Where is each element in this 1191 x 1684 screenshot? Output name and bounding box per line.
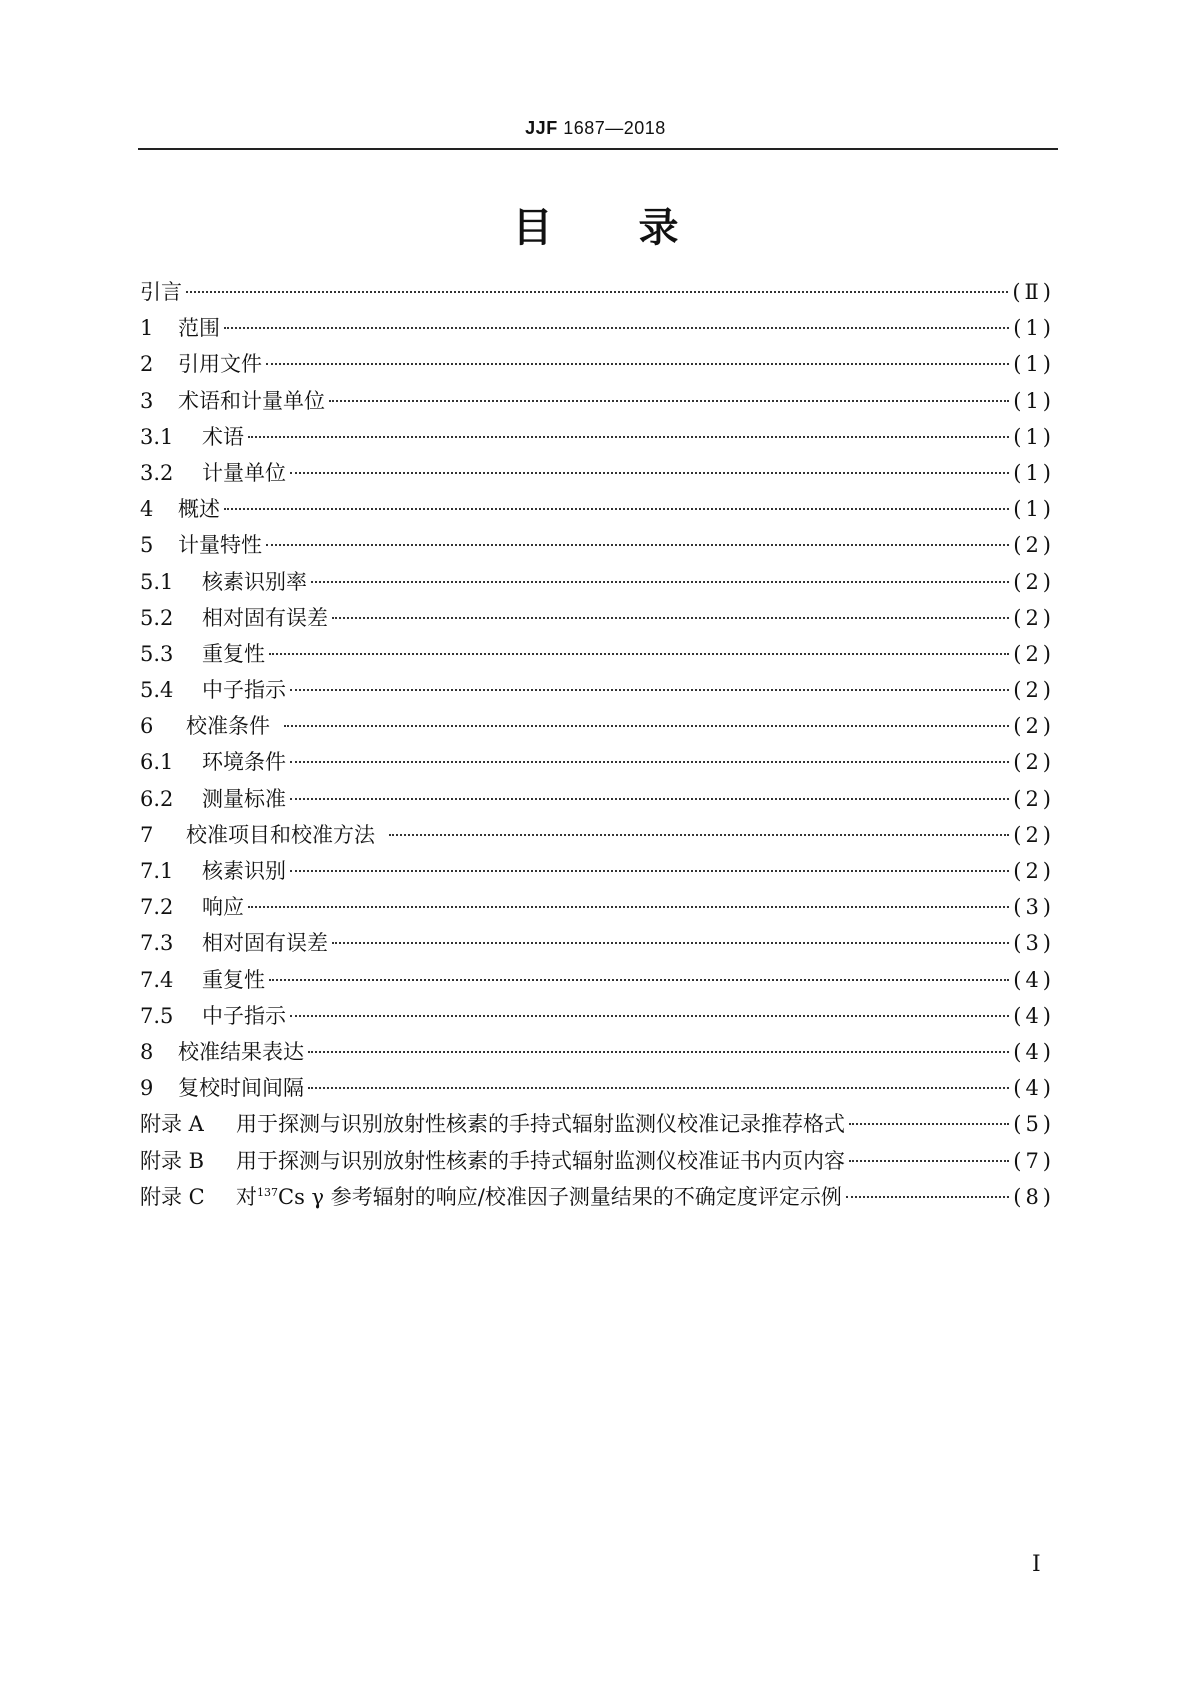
toc-entry-page: (1) [1013, 352, 1055, 377]
toc-entry-page: (8) [1013, 1184, 1055, 1209]
leader-dots [269, 653, 1009, 655]
table-of-contents [140, 276, 1055, 1217]
toc-entry-page: (4) [1013, 1076, 1055, 1101]
leader-dots [248, 906, 1009, 908]
toc-entry-number: 3 [140, 388, 154, 413]
leader-dots [308, 1051, 1009, 1053]
toc-entry-label: 响应 [202, 895, 244, 920]
toc-entry-page: (2) [1013, 714, 1055, 739]
toc-entry-number: 7.2 [140, 895, 174, 920]
leader-dots [332, 617, 1009, 619]
toc-entry-label: 计量单位 [202, 460, 286, 485]
leader-dots [186, 291, 1008, 293]
toc-entry-label: 用于探测与识别放射性核素的手持式辐射监测仪校准记录推荐格式 [236, 1112, 845, 1137]
mass-number-superscript: 137 [257, 1185, 278, 1199]
leader-dots [266, 363, 1009, 365]
leader-dots [290, 798, 1009, 800]
leader-dots [290, 689, 1009, 691]
toc-entry-label: 相对固有误差 [202, 605, 328, 630]
toc-entry-label: 校准结果表达 [178, 1039, 304, 1064]
toc-entry-5-4[interactable] [140, 674, 1055, 710]
toc-entry-label: 核素识别 [202, 859, 286, 883]
toc-entry-page: (2) [1013, 569, 1055, 594]
toc-entry-7-1[interactable] [140, 855, 1055, 891]
toc-entry-5[interactable] [140, 529, 1055, 565]
leader-dots [389, 834, 1009, 836]
toc-entry-number: 7.1 [140, 859, 174, 883]
toc-entry-5-2[interactable] [140, 602, 1055, 638]
toc-entry-label: 校准条件 [186, 714, 270, 739]
leader-dots [284, 725, 1009, 727]
toc-entry-label: 重复性 [202, 967, 265, 992]
toc-entry-number: 5.4 [140, 678, 174, 703]
toc-entry-3[interactable] [140, 385, 1055, 421]
toc-entry-page: (5) [1013, 1112, 1055, 1137]
toc-entry-7-5[interactable] [140, 1000, 1055, 1036]
leader-dots [224, 327, 1009, 329]
toc-entry-label: 计量特性 [178, 533, 262, 558]
header-rule [138, 148, 1058, 150]
toc-entry-label: 引言 [140, 280, 182, 304]
leader-dots [248, 436, 1009, 438]
toc-entry-appendix-c[interactable] [140, 1181, 1055, 1217]
toc-entry-6-1[interactable] [140, 746, 1055, 782]
toc-entry-7[interactable] [140, 819, 1055, 855]
toc-entry-appendix-b[interactable] [140, 1145, 1055, 1181]
toc-entry-page: (2) [1013, 859, 1055, 883]
toc-entry-number: 附录 C [140, 1184, 205, 1209]
toc-entry-page: (1) [1013, 388, 1055, 413]
leader-dots [849, 1123, 1009, 1125]
toc-entry-page: (2) [1013, 533, 1055, 558]
label-prefix: 对 [236, 1184, 257, 1209]
toc-entry-page: (Ⅱ) [1012, 280, 1055, 304]
toc-entry-intro[interactable] [140, 276, 1055, 312]
toc-entry-number: 3.1 [140, 424, 174, 449]
leader-dots [290, 870, 1009, 872]
toc-entry-number: 4 [140, 497, 154, 522]
leader-dots [332, 942, 1009, 944]
toc-entry-2[interactable] [140, 348, 1055, 384]
toc-entry-number: 5.1 [140, 569, 174, 594]
toc-entry-number: 6.2 [140, 786, 174, 811]
toc-entry-number: 附录 B [140, 1148, 205, 1173]
toc-entry-appendix-a[interactable] [140, 1108, 1055, 1144]
toc-entry-page: (2) [1013, 822, 1055, 847]
toc-entry-number: 7 [140, 822, 154, 847]
toc-entry-number: 1 [140, 316, 154, 341]
toc-entry-page: (1) [1013, 316, 1055, 341]
toc-entry-number: 6 [140, 714, 154, 739]
toc-entry-3-1[interactable] [140, 421, 1055, 457]
toc-entry-label: 环境条件 [202, 750, 286, 775]
toc-entry-4[interactable] [140, 493, 1055, 529]
leader-dots [290, 1015, 1009, 1017]
toc-entry-label: 术语 [202, 424, 244, 449]
leader-dots [329, 400, 1009, 402]
toc-entry-number: 3.2 [140, 460, 174, 485]
toc-entry-3-2[interactable] [140, 457, 1055, 493]
toc-entry-label: 术语和计量单位 [178, 388, 325, 413]
title-char-2: 录 [638, 205, 679, 251]
toc-entry-page: (7) [1013, 1148, 1055, 1173]
document-header [0, 118, 1191, 139]
toc-entry-page: (2) [1013, 605, 1055, 630]
toc-entry-1[interactable] [140, 312, 1055, 348]
toc-entry-label: 中子指示 [202, 678, 286, 703]
toc-entry-label: 重复性 [202, 641, 265, 666]
toc-entry-7-2[interactable] [140, 891, 1055, 927]
toc-entry-label: 测量标准 [202, 786, 286, 811]
page-folio: I [1032, 1552, 1041, 1577]
toc-entry-6-2[interactable] [140, 783, 1055, 819]
toc-entry-number: 附录 A [140, 1112, 204, 1137]
toc-entry-page: (3) [1013, 895, 1055, 920]
toc-entry-number: 5.3 [140, 641, 174, 666]
toc-entry-page: (4) [1013, 1039, 1055, 1064]
toc-entry-label: 概述 [178, 497, 220, 522]
toc-entry-6[interactable] [140, 710, 1055, 746]
toc-entry-label: 复校时间间隔 [178, 1076, 304, 1101]
toc-entry-label: 校准项目和校准方法 [186, 822, 375, 847]
toc-entry-number: 5 [140, 533, 154, 558]
toc-entry-7-4[interactable] [140, 964, 1055, 1000]
toc-entry-7-3[interactable] [140, 927, 1055, 963]
toc-entry-page: (2) [1013, 678, 1055, 703]
leader-dots [290, 761, 1009, 763]
toc-entry-page: (2) [1013, 641, 1055, 666]
standard-code: JJF [525, 118, 558, 138]
toc-entry-page: (3) [1013, 931, 1055, 956]
toc-entry-page: (4) [1013, 967, 1055, 992]
page-title [0, 196, 1191, 253]
toc-entry-9[interactable] [140, 1072, 1055, 1108]
toc-entry-page: (1) [1013, 424, 1055, 449]
leader-dots [308, 1087, 1009, 1089]
toc-entry-number: 8 [140, 1039, 154, 1064]
toc-entry-page: (2) [1013, 750, 1055, 775]
title-char-1: 目 [512, 205, 553, 251]
leader-dots [266, 544, 1009, 546]
toc-entry-5-1[interactable] [140, 566, 1055, 602]
label-suffix: Cs γ 参考辐射的响应/校准因子测量结果的不确定度评定示例 [278, 1184, 842, 1209]
toc-entry-label: 核素识别率 [202, 569, 307, 594]
toc-entry-number: 7.3 [140, 931, 174, 956]
toc-entry-5-3[interactable] [140, 638, 1055, 674]
toc-entry-page: (1) [1013, 497, 1055, 522]
toc-entry-page: (2) [1013, 786, 1055, 811]
toc-entry-label: 引用文件 [178, 352, 262, 377]
toc-entry-number: 5.2 [140, 605, 174, 630]
leader-dots [849, 1160, 1009, 1162]
toc-entry-label [236, 1181, 842, 1211]
toc-entry-number: 9 [140, 1076, 154, 1101]
standard-number: 1687—2018 [563, 118, 666, 138]
toc-entry-page: (1) [1013, 460, 1055, 485]
toc-entry-label: 相对固有误差 [202, 931, 328, 956]
toc-entry-label: 范围 [178, 316, 220, 341]
toc-entry-label: 中子指示 [202, 1003, 286, 1028]
leader-dots [290, 472, 1009, 474]
toc-entry-number: 7.4 [140, 967, 174, 992]
toc-entry-number: 2 [140, 352, 154, 377]
toc-entry-8[interactable] [140, 1036, 1055, 1072]
leader-dots [224, 508, 1009, 510]
leader-dots [269, 979, 1009, 981]
toc-entry-page: (4) [1013, 1003, 1055, 1028]
leader-dots [846, 1196, 1009, 1198]
toc-entry-number: 7.5 [140, 1003, 174, 1028]
toc-entry-number: 6.1 [140, 750, 174, 775]
leader-dots [311, 581, 1009, 583]
toc-entry-label: 用于探测与识别放射性核素的手持式辐射监测仪校准证书内页内容 [236, 1148, 845, 1173]
